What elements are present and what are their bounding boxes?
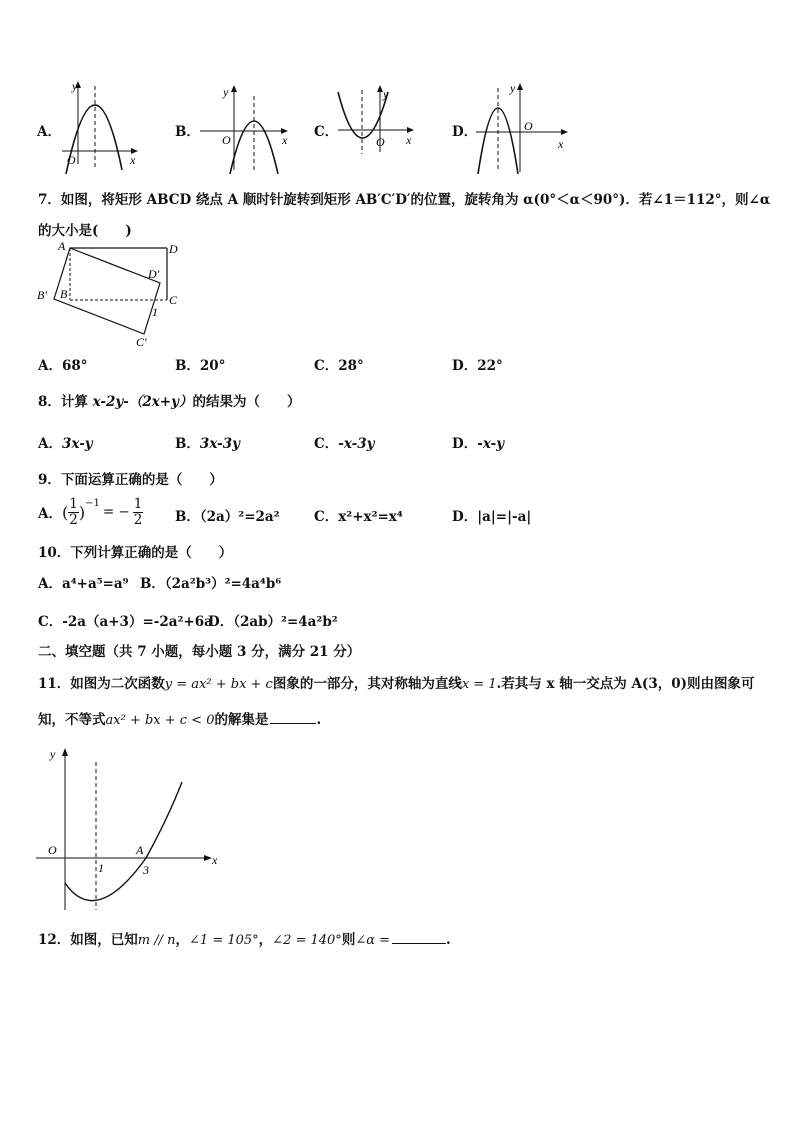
q9-option-c: C．x²+x²=x⁴ xyxy=(314,509,403,525)
q11-figure xyxy=(36,738,226,916)
q10-option-a: A．a⁴+a⁵=a⁹ xyxy=(38,576,129,592)
section2-title: 二、填空题（共 7 小题，每小题 3 分，满分 21 分） xyxy=(38,644,361,660)
q7-text-line2: 的大小是( ) xyxy=(38,223,132,239)
q10-text: 10．下列计算正确的是（ ） xyxy=(38,545,233,561)
q11-line1: 11．如图为二次函数y = ax² + bx + c图象的一部分，其对称轴为直线x = 1.若其与 x 轴一交点为 A(3，0)则由图象可 xyxy=(38,676,755,692)
svg-text:D: D xyxy=(169,242,178,256)
q6-option-b-letter: B． xyxy=(175,124,200,140)
q12-answer-blank[interactable] xyxy=(392,931,446,944)
q6-option-d-letter: D． xyxy=(452,124,478,140)
q7-text-line1: 7．如图，将矩形 ABCD 绕点 A 顺时针旋转到矩形 AB′C′D′的位置，旋转角为 α(0°＜α＜90°)．若∠1＝112°，则∠α xyxy=(38,192,771,208)
svg-text:1: 1 xyxy=(98,861,104,875)
svg-text:y: y xyxy=(510,81,516,95)
svg-text:A: A xyxy=(58,240,66,253)
svg-text:O: O xyxy=(524,119,533,133)
q8-option-b: B．3x-3y xyxy=(175,436,240,452)
q7-option-c: C．28° xyxy=(314,358,364,374)
svg-text:A: A xyxy=(136,843,144,857)
svg-text:y: y xyxy=(50,747,56,761)
q6-graph-c xyxy=(334,78,418,158)
svg-text:O: O xyxy=(67,153,76,167)
svg-text:1: 1 xyxy=(152,305,158,319)
svg-text:x: x xyxy=(212,853,218,867)
q9-option-a: A． ( $\frac{1}{2}$ ) −1 = − $\frac{1}{2}$ xyxy=(38,495,143,528)
q6-graph-a xyxy=(58,78,140,174)
q8-option-d: D．-x-y xyxy=(452,436,505,452)
q7-option-b: B．20° xyxy=(175,358,226,374)
q8-suffix: 的结果为（ ） xyxy=(192,394,301,410)
q10-option-b: B．（2a²b³）²=4a⁴b⁶ xyxy=(140,576,282,592)
svg-text:C: C xyxy=(169,293,178,307)
svg-text:y: y xyxy=(72,79,78,93)
q10-option-d: D．（2ab）²=4a²b² xyxy=(208,614,338,630)
svg-text:x: x xyxy=(406,133,412,147)
q7-figure xyxy=(36,240,186,350)
q8-option-c: C．-x-3y xyxy=(314,436,375,452)
q11-answer-blank[interactable] xyxy=(270,711,316,724)
q10-option-c: C．-2a（a+3）=-2a²+6a xyxy=(38,614,213,630)
svg-text:B′: B′ xyxy=(37,288,47,302)
svg-text:O: O xyxy=(48,843,57,857)
q8-expr: x-2y-（2x+y） xyxy=(92,394,193,410)
q8-option-a: A．3x-y xyxy=(38,436,93,452)
svg-text:O: O xyxy=(376,135,385,149)
q9-text: 9．下面运算正确的是（ ） xyxy=(38,472,223,488)
q6-options xyxy=(0,78,794,178)
svg-text:C′: C′ xyxy=(136,335,147,349)
svg-text:x: x xyxy=(558,137,564,151)
q9-option-b: B．（2a）²=2a² xyxy=(175,509,280,525)
q11-line2: 知，不等式ax² + bx + c < 0的解集是 . xyxy=(38,712,322,728)
q7-option-d: D．22° xyxy=(452,358,503,374)
q6-option-c-letter: C． xyxy=(314,124,339,140)
svg-text:B: B xyxy=(60,287,68,301)
svg-text:y: y xyxy=(223,85,229,99)
svg-text:x: x xyxy=(282,133,288,147)
q6-option-a-letter: A． xyxy=(37,124,61,140)
q7-option-a: A．68° xyxy=(38,358,88,374)
svg-text:D′: D′ xyxy=(148,267,160,281)
q8-text xyxy=(38,390,300,410)
q6-graph-d xyxy=(472,78,572,174)
q6-graph-b xyxy=(196,78,292,174)
svg-text:O: O xyxy=(222,133,231,147)
svg-text:x: x xyxy=(130,153,136,167)
q8-prefix: 8．计算 xyxy=(38,394,93,410)
q12-text: 12．如图，已知m // n，∠1 = 105°，∠2 = 140°则∠α = . xyxy=(38,932,451,948)
q9-option-d: D．|a|=|-a| xyxy=(452,509,532,525)
svg-text:3: 3 xyxy=(143,863,149,877)
svg-text:y: y xyxy=(383,87,389,101)
